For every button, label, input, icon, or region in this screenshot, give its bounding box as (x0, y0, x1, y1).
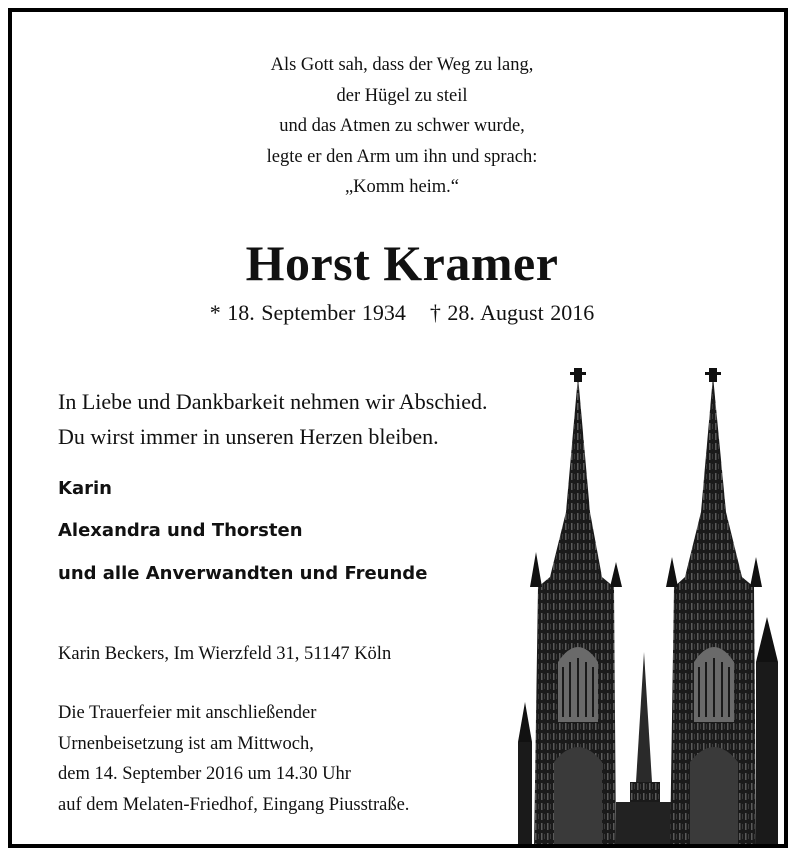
service-line: dem 14. September 2016 um 14.30 Uhr (58, 764, 351, 784)
service-line: Urnenbeisetzung ist am Mittwoch, (58, 733, 314, 754)
right-tower (666, 368, 778, 848)
deceased-name: Horst Kramer (245, 235, 559, 291)
left-tower (518, 368, 622, 848)
service-line: auf dem Melaten-Friedhof, Eingang Piusstraße. (58, 794, 410, 815)
central-spire (616, 652, 674, 848)
funeral-service-info (58, 698, 409, 820)
obituary-notice (8, 8, 788, 848)
life-dates (12, 300, 788, 326)
poem-line: der Hügel zu steil (336, 85, 468, 106)
poem-line: Als Gott sah, dass der Weg zu lang, (270, 55, 534, 75)
mourner-name: und alle Anverwandten und Freunde (58, 563, 428, 584)
farewell-line: Du wirst immer in unseren Herzen bleiben. (58, 424, 439, 449)
mourner-name: Alexandra und Thorsten (58, 520, 303, 541)
memorial-poem (12, 50, 788, 203)
cathedral-icon (498, 362, 788, 848)
mourner-name: Karin (58, 478, 112, 499)
poem-line: legte er den Arm um ihn und sprach: (266, 146, 538, 167)
family-address: Karin Beckers, Im Wierzfeld 31, 51147 Köln (58, 644, 392, 664)
death-date: † 28. August 2016 (429, 300, 595, 325)
poem-line: und das Atmen zu schwer wurde, (279, 116, 525, 136)
birth-date: * 18. September 1934 (209, 300, 406, 325)
poem-line: „Komm heim.“ (344, 177, 460, 197)
farewell-line: In Liebe und Dankbarkeit nehmen wir Abschied. (58, 389, 488, 414)
service-line: Die Trauerfeier mit anschließender (58, 703, 317, 723)
farewell-text (58, 384, 487, 454)
